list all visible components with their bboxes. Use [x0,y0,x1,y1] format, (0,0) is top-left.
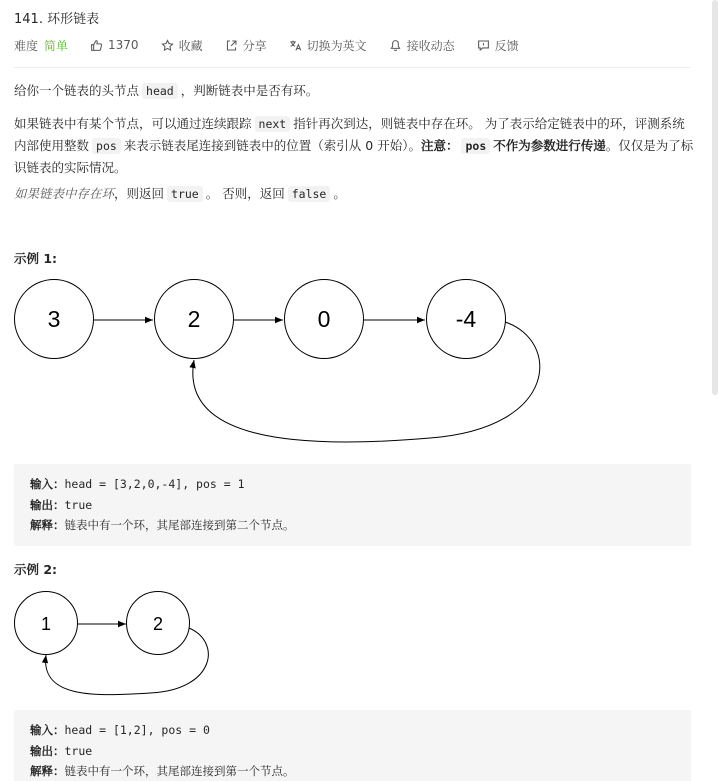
desc-text: 。 否则，返回 [205,186,285,201]
output-label: 输出： [30,497,65,512]
example-explain-line [30,761,675,781]
share-button[interactable] [225,37,267,54]
example-1-linked-list-diagram [0,278,560,450]
inline-code-pos: pos [92,138,121,154]
output-value: true [64,497,93,512]
desc-text: 指针再次到达，则链表中存在环。 为了表示给定链表中的环，评测系统内部使用整数 [14,116,685,153]
example-output-line [30,495,675,516]
description-paragraph-3 [14,183,694,205]
inline-code-true: true [167,186,203,202]
example-input-line [30,474,675,495]
feedback-button[interactable] [477,37,519,54]
inline-code-next: next [255,116,291,132]
like-button[interactable] [90,38,139,52]
example-1-title: 示例 1: [14,251,58,266]
problem-title: 141. 环形链表 [14,12,100,27]
desc-text: ，则返回 [114,186,165,201]
explain-label: 解释： [30,764,65,778]
favorite-button[interactable] [161,37,203,54]
note-bold-text: 不作为参数进行传递 [493,138,606,153]
star-icon [161,39,174,52]
input-label: 输入： [30,477,65,491]
desc-text: 如果链表中有某个节点，可以通过连续跟踪 [14,116,252,131]
translate-label: 切换为英文 [306,38,367,53]
feedback-label: 反馈 [494,38,519,53]
desc-text: ，判断链表中是否有环。 [180,83,319,98]
example-explain-line [30,515,675,536]
like-count: 1370 [108,38,139,52]
list-node-value: 0 [317,306,331,332]
inline-code-pos-bold: pos [461,138,490,154]
example-input-line [30,720,675,741]
bell-icon [389,39,402,52]
list-node-value: 1 [40,614,52,634]
explain-value: 链表中有一个环，其尾部连接到第二个节点。 [64,518,295,532]
difficulty-label: 难度 [14,38,39,53]
page-scrollbar[interactable] [712,0,718,395]
example-1-code-block [14,464,691,546]
desc-text: 来表示链表尾连接到链表中的位置（索引从 0 开始）。 [123,138,421,153]
share-icon [225,39,238,52]
explain-label: 解释： [30,518,65,532]
difficulty-value: 简单 [44,38,69,53]
description-paragraph-2 [14,113,694,178]
translate-button[interactable] [289,37,367,54]
share-label: 分享 [242,38,267,53]
example-2-title: 示例 2: [14,562,58,577]
header-divider [14,67,690,68]
favorite-label: 收藏 [178,38,203,53]
desc-text: 给你一个链表的头节点 [14,83,140,98]
inline-code-false: false [288,186,331,202]
example-output-line [30,741,675,762]
output-value: true [64,743,93,758]
explain-value: 链表中有一个环，其尾部连接到第一个节点。 [64,764,295,778]
input-label: 输入： [30,723,65,737]
list-node-value: 3 [47,306,61,332]
example-2-code-block [14,710,691,781]
input-value: head = [3,2,0,-4], pos = 1 [64,477,245,491]
description-paragraph-1 [14,80,694,102]
list-node-value: 2 [152,614,164,634]
translate-icon [289,39,302,52]
thumbs-up-icon [90,39,103,52]
desc-text: 。 [333,186,346,201]
note-label: 注意： [420,138,459,153]
example-2-linked-list-diagram [0,590,240,700]
desc-text: 。仅仅是为了标识链表的实际情况。 [14,138,694,175]
inline-code-head: head [142,83,178,99]
subscribe-button[interactable] [389,37,455,54]
desc-italic-text: 如果链表中存在环 [14,186,115,201]
list-node-value: -4 [455,306,477,332]
problem-meta-bar [14,36,541,54]
list-node-value: 2 [187,306,201,332]
input-value: head = [1,2], pos = 0 [64,723,210,737]
subscribe-label: 接收动态 [406,38,455,53]
feedback-icon [477,39,490,52]
output-label: 输出： [30,743,65,758]
